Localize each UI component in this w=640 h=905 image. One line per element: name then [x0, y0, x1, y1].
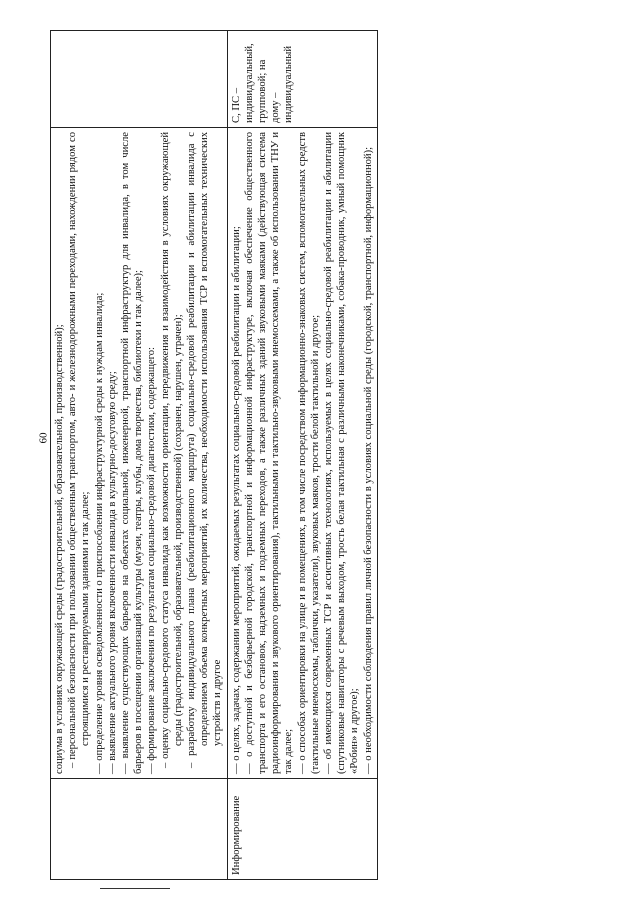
- row2-form-cell: С, ПС – индивидуальный, групповой; на дому – индивидуальный: [227, 31, 377, 128]
- row2-line: — о способах ориентировки на улице и в помещениях, в том числе посредством информационно-знаковых систем, вспомогательных средств (тактильные мнемосхемы, таблички, указатели), звуковых маяков, трости белой тактильной и другое;: [296, 132, 321, 774]
- row2-service-cell: Информирование: [227, 779, 377, 880]
- row1-line: — определение уровня осведомленности о приспособлении инфраструктурной среды к нуждам инвалида;: [93, 292, 105, 774]
- services-table: [50, 30, 378, 880]
- row1-line: – персональной безопасности при пользовании общественным транспортом, авто- и железнодорожными переходами, нахождении рядом со строящимися и реставрируемыми зданиями и так далее;: [67, 132, 92, 768]
- row1-line: – разработку индивидуального плана (реабилитационного маршрута) социально-средовой реабилитации и абилитации инвалида с определением объема конкретных мероприятий, их количества, необходимости использования ТСР и вспомогательных технических устройств и другое: [186, 132, 224, 768]
- row1-line: – оценку социально-средового статуса инвалида как возможности ориентации, передвижения и взаимодействия в условиях окружающей среды (градостроительной, образовательной, производственной) (сохранен, нарушен, утрачен);: [159, 132, 184, 768]
- rotated-table-wrapper: [50, 30, 590, 880]
- row2-line: — о необходимости соблюдения правил личной безопасности в условиях социальной среды (городской, транспортной, информационной);: [362, 146, 374, 774]
- footnote-divider: [100, 888, 170, 889]
- row2-line: — о доступной и безбарьерной городской, транспортной и информационной инфраструктуре, включая обеспечение общественного транспорта и его остановок, надземных и подземных переходов, а также различных зданий звуковыми маяками (действующая система радиоинформирования и звукового ориентирования), тактильными и тактильно-звуковыми мнемосхемами, а также об использовании ТНУ и так далее;: [243, 132, 295, 774]
- row1-line: социума в условиях окружающей среды (градостроительной, образовательной, производственной);: [54, 324, 65, 774]
- table-row: [51, 31, 228, 880]
- row1-line: — выявление существующих барьеров на объектах социальной, инженерной, транспортной инфраструктур для инвалида, в том числе барьеров в посещении организаций культуры (музеи, театры, клубы, дома творчества, библиотеки и так далее);: [120, 132, 145, 774]
- table-row: [227, 31, 377, 880]
- row1-service-cell: [51, 779, 228, 880]
- page-number: 60: [37, 432, 50, 444]
- row2-line: — об имеющихся современных ТСР и ассистивных технологиях, используемых в целях социально-средовой реабилитации и абилитации (спутниковые навигаторы с речевым выходом, трость белая тактильная с различными наконечниками, собака-проводник, умный помощник «Робин» и другое);: [323, 132, 361, 774]
- row1-form-cell: [51, 31, 228, 128]
- row2-line: — о целях, задачах, содержании мероприятий, ожидаемых результатах социально-средовой реабилитации и абилитации;: [230, 226, 242, 774]
- row2-content-cell: [227, 128, 377, 779]
- row1-line: — выявление актуального уровня включенности инвалида в культурно-досуговую среду;: [106, 371, 118, 774]
- row1-line: — формирование заключения по результатам социально-средовой диагностики, содержащего:: [146, 346, 158, 774]
- row1-content-cell: [51, 128, 228, 779]
